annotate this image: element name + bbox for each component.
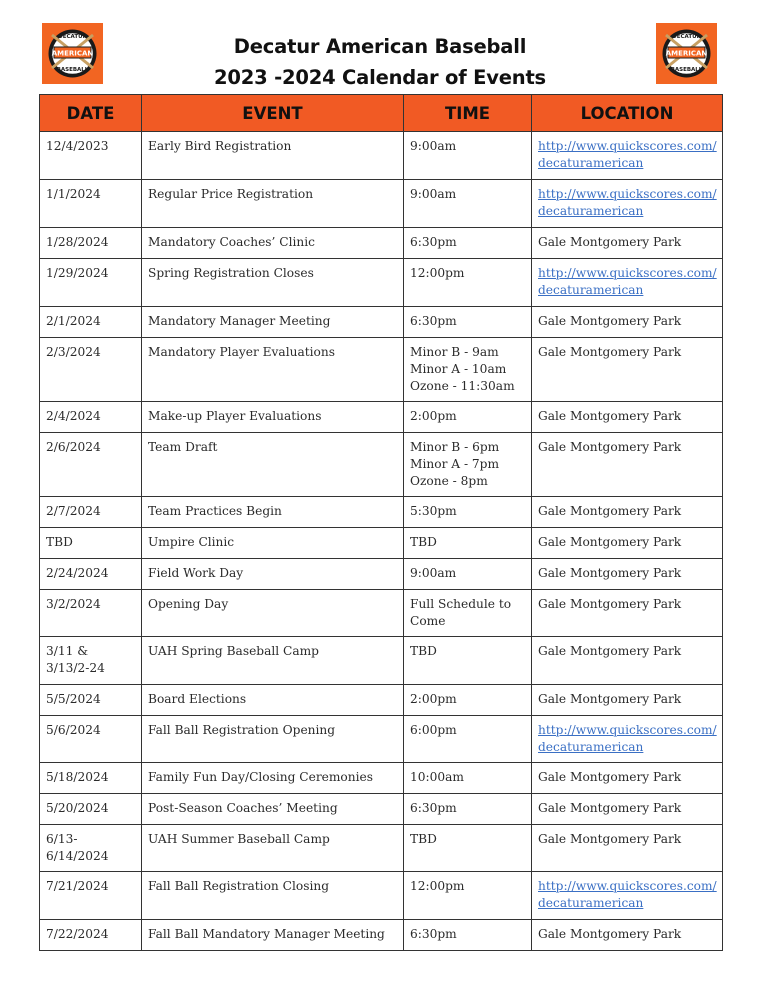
link-text-line[interactable]: decaturamerican: [538, 739, 644, 754]
cell-time: [404, 132, 532, 180]
time-line: 5:30pm: [410, 504, 457, 518]
cell-event: Board Elections: [142, 685, 404, 716]
link-text-line[interactable]: http://www.quickscores.com/: [538, 266, 717, 280]
cell-location: [532, 716, 723, 763]
link-text-line[interactable]: http://www.quickscores.com/: [538, 187, 717, 201]
link-text-line[interactable]: decaturamerican: [538, 895, 644, 910]
logo-text-bottom: BASEBALL: [56, 67, 89, 73]
time-line: Full Schedule to: [410, 597, 512, 611]
table-row: [40, 433, 723, 497]
cell-event: Regular Price Registration: [142, 180, 404, 228]
cell-date: 7/22/2024: [40, 920, 142, 951]
cell-date: 5/18/2024: [40, 763, 142, 794]
cell-date: 1/1/2024: [40, 180, 142, 228]
location-text: Gale Montgomery Park: [538, 409, 682, 423]
cell-event: Field Work Day: [142, 559, 404, 590]
time-line: 9:00am: [410, 187, 457, 201]
table-row: [40, 825, 723, 872]
cell-time: [404, 794, 532, 825]
time-line: 9:00am: [410, 566, 457, 580]
quickscores-link[interactable]: [538, 878, 716, 912]
cell-location: [532, 132, 723, 180]
cell-location: [532, 180, 723, 228]
time-line: Minor B - 6pm: [410, 440, 500, 454]
cell-location: [532, 259, 723, 307]
link-text-line[interactable]: decaturamerican: [538, 203, 644, 218]
table-row: [40, 872, 723, 920]
cell-date: 2/4/2024: [40, 402, 142, 433]
table-header-row: [40, 95, 723, 132]
table-row: [40, 794, 723, 825]
cell-location: [532, 528, 723, 559]
cell-time: [404, 559, 532, 590]
table-row: [40, 132, 723, 180]
cell-event: Make-up Player Evaluations: [142, 402, 404, 433]
link-text-line[interactable]: http://www.quickscores.com/: [538, 879, 717, 893]
cell-event: Umpire Clinic: [142, 528, 404, 559]
cell-event: Opening Day: [142, 590, 404, 637]
cell-date: 2/24/2024: [40, 559, 142, 590]
cell-event: Family Fun Day/Closing Ceremonies: [142, 763, 404, 794]
cell-time: [404, 259, 532, 307]
time-line: TBD: [410, 644, 437, 658]
cell-date: 1/28/2024: [40, 228, 142, 259]
cell-time: [404, 763, 532, 794]
time-line: Ozone - 8pm: [410, 473, 488, 488]
location-text: Gale Montgomery Park: [538, 927, 682, 941]
time-line: TBD: [410, 832, 437, 846]
cell-date: 3/11 & 3/13/2-24: [40, 637, 142, 685]
cell-time: [404, 590, 532, 637]
link-text-line[interactable]: decaturamerican: [538, 282, 644, 297]
location-text: Gale Montgomery Park: [538, 440, 682, 454]
logo-text-top: DECATUR: [58, 34, 87, 40]
quickscores-link[interactable]: [538, 138, 716, 172]
location-text: Gale Montgomery Park: [538, 535, 682, 549]
cell-event: Post-Season Coaches’ Meeting: [142, 794, 404, 825]
cell-date: 2/3/2024: [40, 338, 142, 402]
time-line: Minor A - 7pm: [410, 456, 500, 471]
time-line: 6:30pm: [410, 801, 457, 815]
cell-time: [404, 307, 532, 338]
cell-location: [532, 497, 723, 528]
cell-location: [532, 338, 723, 402]
time-line: 6:30pm: [410, 927, 457, 941]
cell-date: 12/4/2023: [40, 132, 142, 180]
table-row: [40, 338, 723, 402]
table-row: [40, 307, 723, 338]
time-line: 12:00pm: [410, 266, 465, 280]
cell-date: 1/29/2024: [40, 259, 142, 307]
cell-time: [404, 825, 532, 872]
table-row: [40, 528, 723, 559]
column-header-date: DATE: [40, 95, 142, 132]
cell-time: [404, 716, 532, 763]
cell-date: 5/6/2024: [40, 716, 142, 763]
quickscores-link[interactable]: [538, 186, 716, 220]
time-line: 2:00pm: [410, 692, 457, 706]
cell-event: Team Draft: [142, 433, 404, 497]
table-row: [40, 228, 723, 259]
cell-time: [404, 497, 532, 528]
cell-event: Fall Ball Registration Closing: [142, 872, 404, 920]
cell-location: [532, 825, 723, 872]
table-row: [40, 716, 723, 763]
logo-text-top: DECATUR: [672, 34, 701, 40]
logo-text-bottom: BASEBALL: [670, 67, 703, 73]
cell-date: 2/1/2024: [40, 307, 142, 338]
cell-time: [404, 180, 532, 228]
cell-event: Fall Ball Registration Opening: [142, 716, 404, 763]
cell-location: [532, 433, 723, 497]
cell-date: 5/5/2024: [40, 685, 142, 716]
cell-date: TBD: [40, 528, 142, 559]
cell-date: 3/2/2024: [40, 590, 142, 637]
cell-date: 5/20/2024: [40, 794, 142, 825]
cell-time: [404, 872, 532, 920]
column-header-location: LOCATION: [532, 95, 723, 132]
table-row: [40, 559, 723, 590]
table-row: [40, 637, 723, 685]
cell-event: Fall Ball Mandatory Manager Meeting: [142, 920, 404, 951]
cell-location: [532, 920, 723, 951]
time-line: 6:00pm: [410, 723, 457, 737]
cell-date: 2/6/2024: [40, 433, 142, 497]
link-text-line[interactable]: http://www.quickscores.com/: [538, 723, 717, 737]
cell-location: [532, 794, 723, 825]
time-line: 9:00am: [410, 139, 457, 153]
cell-location: [532, 872, 723, 920]
cell-location: [532, 590, 723, 637]
cell-location: [532, 559, 723, 590]
cell-event: UAH Spring Baseball Camp: [142, 637, 404, 685]
cell-time: [404, 637, 532, 685]
cell-date: 7/21/2024: [40, 872, 142, 920]
table-row: [40, 497, 723, 528]
time-line: 10:00am: [410, 770, 464, 784]
time-line: Minor B - 9am: [410, 345, 499, 359]
time-line: TBD: [410, 535, 437, 549]
page-title: Decatur American Baseball: [233, 35, 527, 58]
cell-time: [404, 920, 532, 951]
cell-location: [532, 637, 723, 685]
table-row: [40, 402, 723, 433]
cell-event: Spring Registration Closes: [142, 259, 404, 307]
cell-location: [532, 685, 723, 716]
table-row: [40, 920, 723, 951]
cell-event: UAH Summer Baseball Camp: [142, 825, 404, 872]
league-logo-right: [656, 23, 717, 84]
location-text: Gale Montgomery Park: [538, 644, 682, 658]
league-logo-left: [42, 23, 103, 84]
column-header-time: TIME: [404, 95, 532, 132]
time-line: 12:00pm: [410, 879, 465, 893]
table-row: [40, 685, 723, 716]
cell-time: [404, 685, 532, 716]
location-text: Gale Montgomery Park: [538, 832, 682, 846]
time-line: Come: [410, 613, 446, 628]
location-text: Gale Montgomery Park: [538, 692, 682, 706]
cell-time: [404, 228, 532, 259]
table-row: [40, 763, 723, 794]
time-line: 2:00pm: [410, 409, 457, 423]
cell-event: Mandatory Manager Meeting: [142, 307, 404, 338]
link-text-line[interactable]: decaturamerican: [538, 155, 644, 170]
location-text: Gale Montgomery Park: [538, 235, 682, 249]
table-row: [40, 259, 723, 307]
column-header-event: EVENT: [142, 95, 404, 132]
location-text: Gale Montgomery Park: [538, 801, 682, 815]
quickscores-link[interactable]: [538, 265, 716, 299]
table-row: [40, 590, 723, 637]
cell-location: [532, 228, 723, 259]
cell-event: Mandatory Coaches’ Clinic: [142, 228, 404, 259]
cell-date: 6/13-6/14/2024: [40, 825, 142, 872]
time-line: Ozone - 11:30am: [410, 378, 515, 393]
location-text: Gale Montgomery Park: [538, 504, 682, 518]
cell-time: [404, 402, 532, 433]
baseball-logo-icon: [656, 23, 717, 84]
cell-event: Team Practices Begin: [142, 497, 404, 528]
location-text: Gale Montgomery Park: [538, 566, 682, 580]
location-text: Gale Montgomery Park: [538, 345, 682, 359]
location-text: Gale Montgomery Park: [538, 770, 682, 784]
location-text: Gale Montgomery Park: [538, 597, 682, 611]
cell-location: [532, 402, 723, 433]
time-line: Minor A - 10am: [410, 361, 507, 376]
page-subtitle: 2023 -2024 Calendar of Events: [214, 66, 546, 89]
time-line: 6:30pm: [410, 235, 457, 249]
logo-text-mid: AMERICAN: [51, 49, 94, 58]
time-line: 6:30pm: [410, 314, 457, 328]
quickscores-link[interactable]: [538, 722, 716, 756]
cell-time: [404, 338, 532, 402]
link-text-line[interactable]: http://www.quickscores.com/: [538, 139, 717, 153]
baseball-logo-icon: [42, 23, 103, 84]
cell-event: Mandatory Player Evaluations: [142, 338, 404, 402]
cell-event: Early Bird Registration: [142, 132, 404, 180]
cell-time: [404, 528, 532, 559]
cell-location: [532, 307, 723, 338]
location-text: Gale Montgomery Park: [538, 314, 682, 328]
logo-text-mid: AMERICAN: [665, 49, 708, 58]
cell-location: [532, 763, 723, 794]
cell-date: 2/7/2024: [40, 497, 142, 528]
table-row: [40, 180, 723, 228]
cell-time: [404, 433, 532, 497]
events-table: [39, 94, 723, 951]
